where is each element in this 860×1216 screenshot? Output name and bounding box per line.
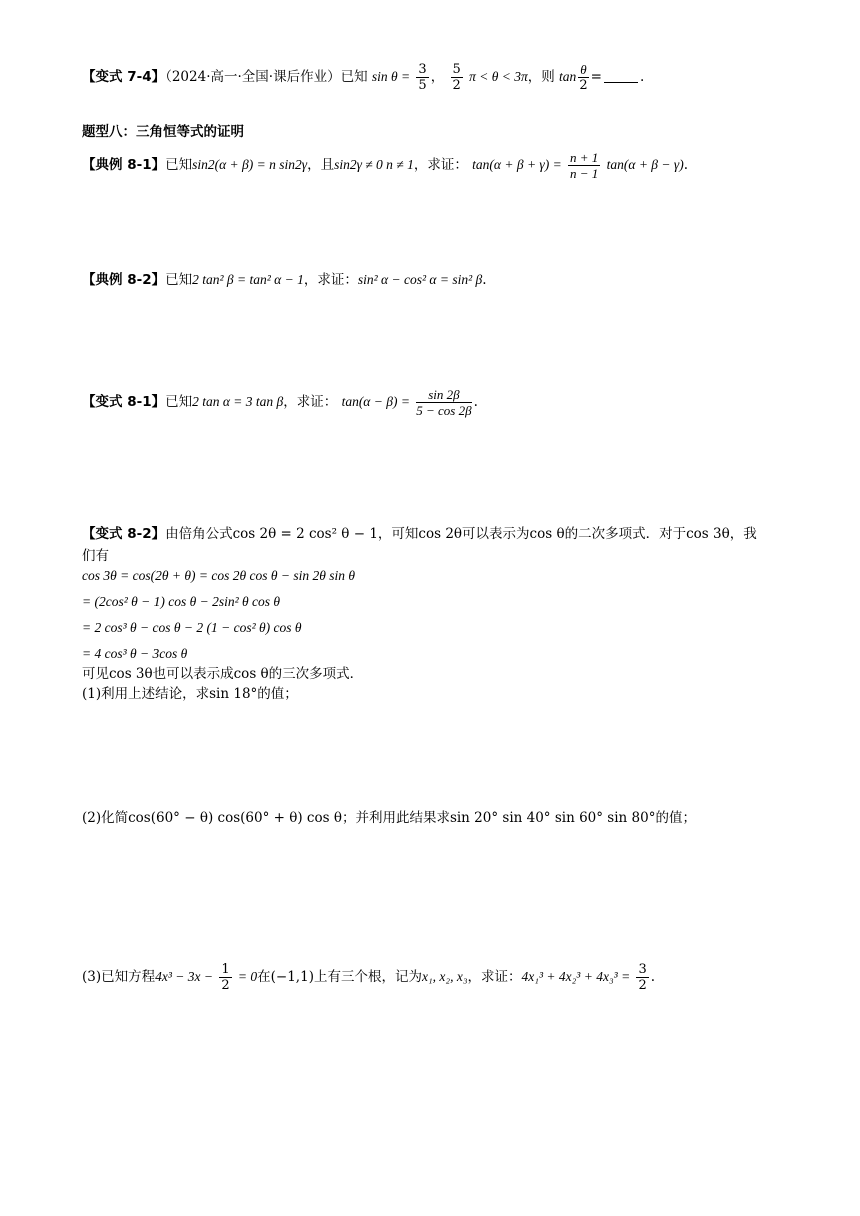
variant-7-4	[82, 62, 644, 93]
text: 已知	[165, 394, 193, 410]
text: ，求证：	[283, 394, 338, 410]
text: ，则	[527, 69, 555, 85]
text: .	[683, 157, 688, 173]
paragraph-text: 由倍角公式cos 2θ = 2 cos² θ − 1，可知cos 2θ可以表示为cos θ的二次多项式．对于cos 3θ，我	[165, 526, 757, 542]
text: =	[590, 69, 602, 85]
derivation-line-4: = 4 cos³ θ − 3cos θ	[82, 646, 188, 661]
problem-tag: 【变式 7-4】	[82, 69, 166, 85]
fraction: $\frac{3}{5}$	[418, 62, 427, 93]
text: ，	[430, 69, 445, 85]
fraction: $\frac{5}{2}$	[452, 62, 461, 93]
text: (3)已知方程	[82, 969, 156, 985]
math: sin θ =	[371, 69, 411, 84]
text: ，且	[307, 157, 335, 173]
math: sin² α − cos² α = sin² β	[357, 272, 483, 287]
question-2: (2)化简cos(60° − θ) cos(60° + θ) cos θ；并利用此结果求sin 20° sin 40° sin 60° sin 80°的值；	[82, 810, 696, 826]
derivation-line-1: cos 3θ = cos(2θ + θ) = cos 2θ cos θ − sin 2θ sin θ	[82, 568, 355, 583]
fraction: $\frac{1}{2}$	[221, 962, 230, 993]
variant-8-1	[82, 387, 478, 418]
text: 已知	[165, 157, 193, 173]
answer-blank[interactable]	[604, 82, 638, 83]
conclusion-text: 可见cos 3θ也可以表示成cos θ的三次多项式．	[82, 666, 364, 682]
problem-tag: 【变式 8-2】	[82, 526, 166, 542]
math: tan(α + β + γ) =	[472, 157, 562, 172]
problem-tag: 【典例 8-2】	[82, 272, 166, 288]
problem-tag: 【变式 8-1】	[82, 394, 166, 410]
question-1: (1)利用上述结论，求sin 18°的值；	[82, 686, 298, 702]
question-3	[82, 962, 655, 993]
text: 已知	[165, 272, 193, 288]
derivation-line-2: = (2cos² θ − 1) cos θ − 2sin² θ cos θ	[82, 594, 281, 609]
math: 2 tan² β = tan² α − 1	[192, 272, 304, 287]
problem-source: （2024·高一·全国·课后作业）	[165, 69, 341, 85]
text: ，求证：	[413, 157, 468, 173]
text: ，求证：	[303, 272, 358, 288]
text: .	[473, 394, 478, 410]
fraction: $\frac{3}{2}$	[638, 962, 647, 993]
variant-8-2-intro	[82, 524, 757, 544]
text: .	[650, 969, 656, 985]
math: π < θ < 3π	[469, 69, 528, 84]
text: ，求证：	[467, 969, 522, 985]
math: 4x₁³ + 4x₂³ + 4x₃³ =	[521, 969, 631, 984]
fraction: $\frac{\theta}{2}$	[579, 62, 588, 93]
math: 2 tan α = 3 tan β	[192, 394, 284, 409]
text: 在(−1,1)上有三个根，记为	[257, 969, 422, 985]
fraction: $\frac{\sin 2\beta}{5 - \cos 2\beta}$	[416, 387, 472, 418]
text: 已知	[340, 69, 368, 85]
math: tan(α − β) =	[341, 394, 410, 409]
text: .	[639, 69, 645, 85]
math: x₁, x₂, x₃	[421, 969, 468, 984]
math: tan(α + β − γ)	[606, 157, 684, 172]
math: 4x³ − 3x −	[155, 969, 214, 984]
math: = 0	[237, 969, 258, 984]
paragraph-text: 们有	[82, 548, 109, 564]
example-8-1	[82, 150, 688, 181]
derivation-line-3: = 2 cos³ θ − cos θ − 2 (1 − cos² θ) cos θ	[82, 620, 302, 635]
math: sin2(α + β) = n sin2γ	[192, 157, 308, 172]
math: tan	[559, 69, 577, 84]
example-8-2	[82, 270, 487, 290]
fraction: $\frac{n + 1}{n - 1}$	[570, 150, 599, 181]
math: sin2γ ≠ 0 n ≠ 1	[334, 157, 414, 172]
section-title: 题型八：三角恒等式的证明	[82, 124, 244, 140]
text: .	[482, 272, 487, 288]
problem-tag: 【典例 8-1】	[82, 157, 166, 173]
